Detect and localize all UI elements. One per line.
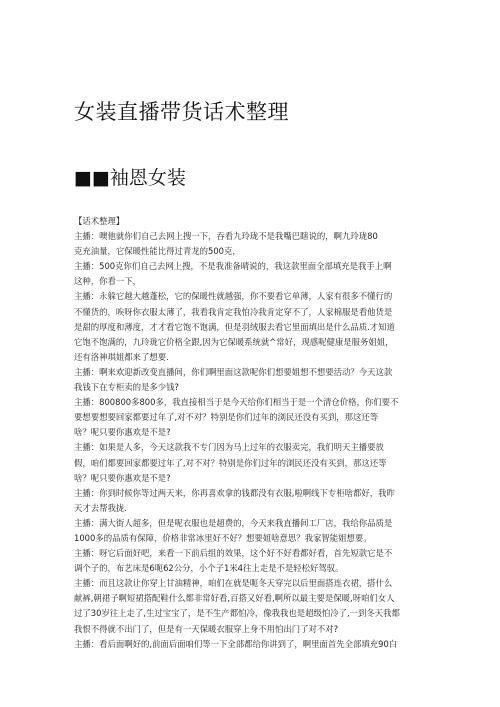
body-text-line: 1000多的品质有保障，价格非常冰里好不好？想要姐啥意思？我家智能姐想要。 <box>74 532 372 543</box>
body-paragraph <box>74 365 434 395</box>
body-paragraph <box>74 486 434 516</box>
document-title: 女装直播带货话术整理 <box>74 100 289 124</box>
body-paragraph <box>74 395 434 440</box>
body-text-line: 主播：如果是人多，今天这款我不专门因为马上过年的衣服卖完，我们明天主播要放 <box>74 442 384 453</box>
body-text-line: 主播：呀它后面好吧，来看一下前后组的效果，这个好不好看都好看，首先短款它是不 <box>74 548 393 559</box>
body-text-line: 克充油量，它保暖性能比得过青龙的500克， <box>74 246 241 257</box>
body-text-line: 献裤,朝裙子啊短裙搭配鞋什么都非常好看,百搭又好看,啊所以最主要是保暖,呀咱们女人 <box>74 593 395 604</box>
body-text-line: 不懂货的，唉呀你衣服太薄了，我看我肯定我怕冷我肯定穿不了，人家棉服是看他货是 <box>74 306 393 317</box>
document-body <box>74 214 434 652</box>
body-text-line: 啥？呢只要你惠欢是不是? <box>74 472 171 483</box>
body-paragraph <box>74 576 434 636</box>
body-paragraph <box>74 229 434 259</box>
body-paragraph <box>74 214 434 229</box>
body-text-line: 还有洛神琪姐都来了想要. <box>74 351 169 362</box>
body-text-line: 主播：500克你们自己去网上搜，不是我准备晴说的，我这款里面全部填充是我手上啊 <box>74 261 392 272</box>
body-text-line: 假，咱们都要回家都要过年了,对不对？特别是你们过年的浏民还没有买到，那这还等 <box>74 457 387 468</box>
section-heading: ■■袖恩女装 <box>74 167 186 189</box>
body-text-line: 主播：满大街人超多，但是呢衣服也是超费的，今天来我直播间工厂店，我给你品质是 <box>74 517 393 528</box>
body-paragraph <box>74 546 434 576</box>
body-text-line: 【话术整理】 <box>74 216 125 226</box>
body-paragraph <box>74 259 434 289</box>
body-text-line: 调个子的，布艺床是6呃62公分，小个子1米4往上走是不是轻松好驾驭。 <box>74 563 344 574</box>
body-paragraph <box>74 516 434 546</box>
body-paragraph <box>74 289 434 364</box>
body-text-line: 它饱不饱满的，九玲珑它价格全跟,因为它保暖系统就^常好，现感呢健康是服务姐姐， <box>74 336 394 347</box>
body-text-line: 是甜的厚度和薄度，才才看它饱不饱满，但是羽绒服去看它里面填出是什么品质.才知道 <box>74 321 395 332</box>
body-text-line: 这种，你看一下， <box>74 276 141 287</box>
body-text-line: 天才去帮我拢. <box>74 502 127 513</box>
body-text-line: 要想要想要回家都要过年了,对不对？特别是你们过年的浏民还没有买到，那这还等 <box>74 412 379 423</box>
body-paragraph <box>74 440 434 485</box>
body-text-line: 我钱下在专柜卖的是多少钱? <box>74 382 179 393</box>
body-text-line: 主播：啊来欢迎新改变直播间，你们啊里面这款呢你们想要姐想不想要活动？今天这款 <box>74 366 393 377</box>
body-text-line: 啥？呢只要你惠欢是不是? <box>74 427 171 438</box>
body-text-line: 主播：800800多800多，我直接相当于是今天给你们相当于是一个清仓价格，你们要不 <box>74 397 399 408</box>
body-text-line: 主播：而且这款让你穿上甘油精神，咱们在就是呃冬天穿完以后里面搭连衣裙，搭什么 <box>74 578 393 589</box>
body-paragraph <box>74 637 434 652</box>
body-text-line: 我恨不得就不出门了，但是有一天保暖衣服穿上身不用怕出门了对不对? <box>74 623 339 634</box>
body-text-line: 主播：看后面啊好的,前面后面咱们等一下全部都给你讲到了，啊里面首先全部填充90白 <box>74 638 398 649</box>
body-text-line: 主播：你到时候你等过两天来，你再喜欢拿的钱都没有衣服,啦啊线下专柜啥都好，我昨 <box>74 487 395 498</box>
body-text-line: 过了30岁往上走了,生过宝宝了，是不生产都怕冷，像我我也是超级怕冷了,一到冬天我都 <box>74 608 400 619</box>
body-text-line: 主播：噢他就你们自己去网上搜一下，吞看九玲珑不是我嘴巴瞎说的，啊九玲珑80 <box>74 231 378 242</box>
body-text-line: 主播：永躲它越大越蓬松，它的保暖性就越强，你不要看它单薄，人家有很多不懂行的 <box>74 291 393 302</box>
